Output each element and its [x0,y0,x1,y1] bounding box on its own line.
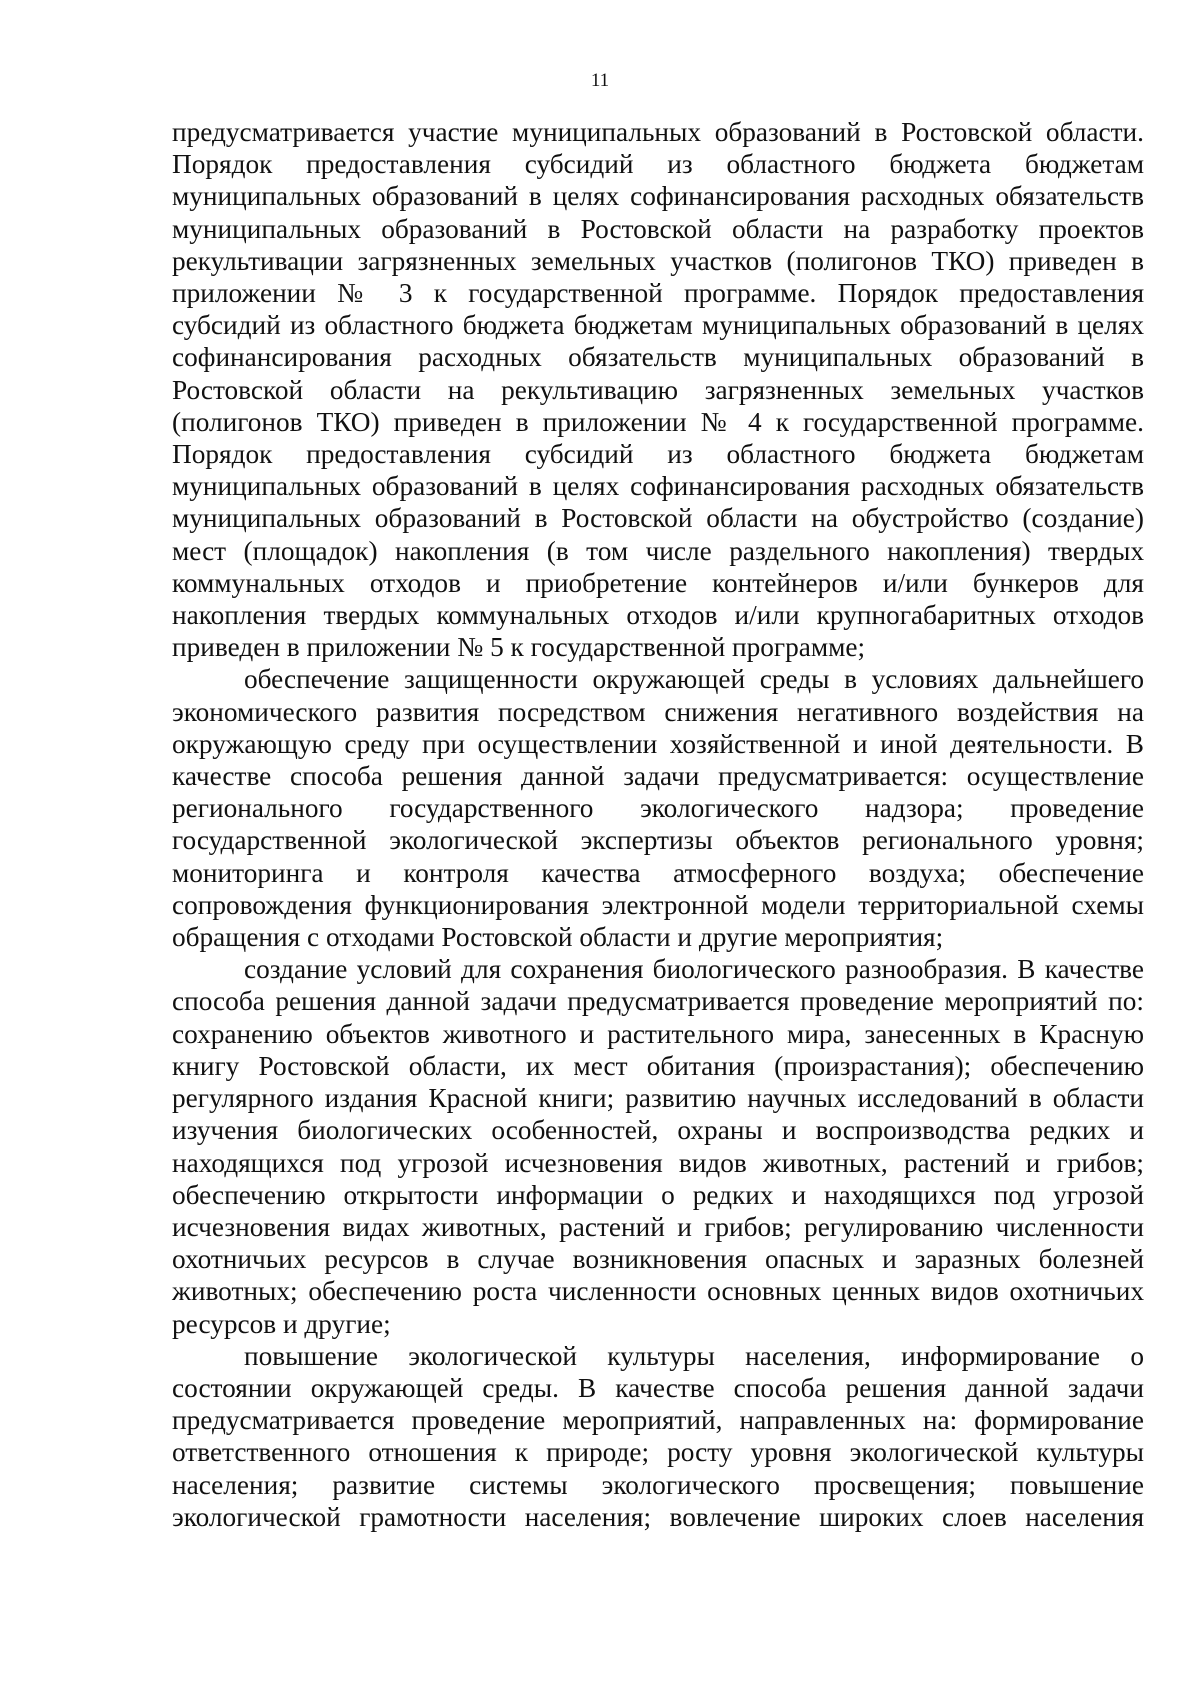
paragraph-biodiversity: создание условий для сохранения биологического разнообразия. В качестве способа решения данной задачи предусматривается проведение мероприятий по: сохранению объектов животного и растительного мира, занесенных в Красную книгу Ростовской области, их мест обитания (произрастания); обеспечению регулярного издания Красной книги; развитию научных исследований в области изучения биологических особенностей, охраны и воспроизводства редких и находящихся под угрозой исчезновения видов животных, растений и грибов; обеспечению открытости информации о редких и находящихся под угрозой исчезновения видах животных, растений и грибов; регулированию численности охотничьих ресурсов в случае возникновения опасных и заразных болезней животных; обеспечению роста численности основных ценных видов охотничьих ресурсов и другие; [172,954,1144,1339]
paragraph-municipal-subsidies: предусматривается участие муниципальных образований в Ростовской области. Порядок предоставления субсидий из областного бюджета бюджетам муниципальных образований в целях софинансирования расходных обязательств муниципальных образований в Ростовской области на разработку проектов рекультивации загрязненных земельных участков (полигонов ТКО) приведен в приложении № 3 к государственной программе. Порядок предоставления субсидий из областного бюджета бюджетам муниципальных образований в целях софинансирования расходных обязательств муниципальных образований в Ростовской области на рекультивацию загрязненных земельных участков (полигонов ТКО) приведен в приложении № 4 к государственной программе. Порядок предоставления субсидий из областного бюджета бюджетам муниципальных образований в целях софинансирования расходных обязательств муниципальных образований в Ростовской области на обустройство (создание) мест (площадок) накопления (в том числе раздельного накопления) твердых коммунальных отходов и приобретение контейнеров и/или бункеров для накопления твердых коммунальных отходов и/или крупногабаритных отходов приведен в приложении № 5 к государственной программе; [172,117,1144,663]
paragraph-environment-protection: обеспечение защищенности окружающей среды в условиях дальнейшего экономического развития посредством снижения негативного воздействия на окружающую среду при осуществлении хозяйственной и иной деятельности. В качестве способа решения данной задачи предусматривается: осуществление регионального государственного экологического надзора; проведение государственной экологической экспертизы объектов регионального уровня; мониторинга и контроля качества атмосферного воздуха; обеспечение сопровождения функционирования электронной модели территориальной схемы обращения с отходами Ростовской области и другие мероприятия; [172,664,1144,953]
paragraph-ecological-culture: повышение экологической культуры населения, информирование о состоянии окружающей среды. В качестве способа решения данной задачи предусматривается проведение мероприятий, направленных на: формирование ответственного отношения к природе; росту уровня экологической культуры населения; развитие системы экологического просвещения; повышение экологической грамотности населения; вовлечение широких слоев населения [172,1340,1144,1532]
page-number: 11 [590,70,610,91]
document-body [172,116,1144,1533]
